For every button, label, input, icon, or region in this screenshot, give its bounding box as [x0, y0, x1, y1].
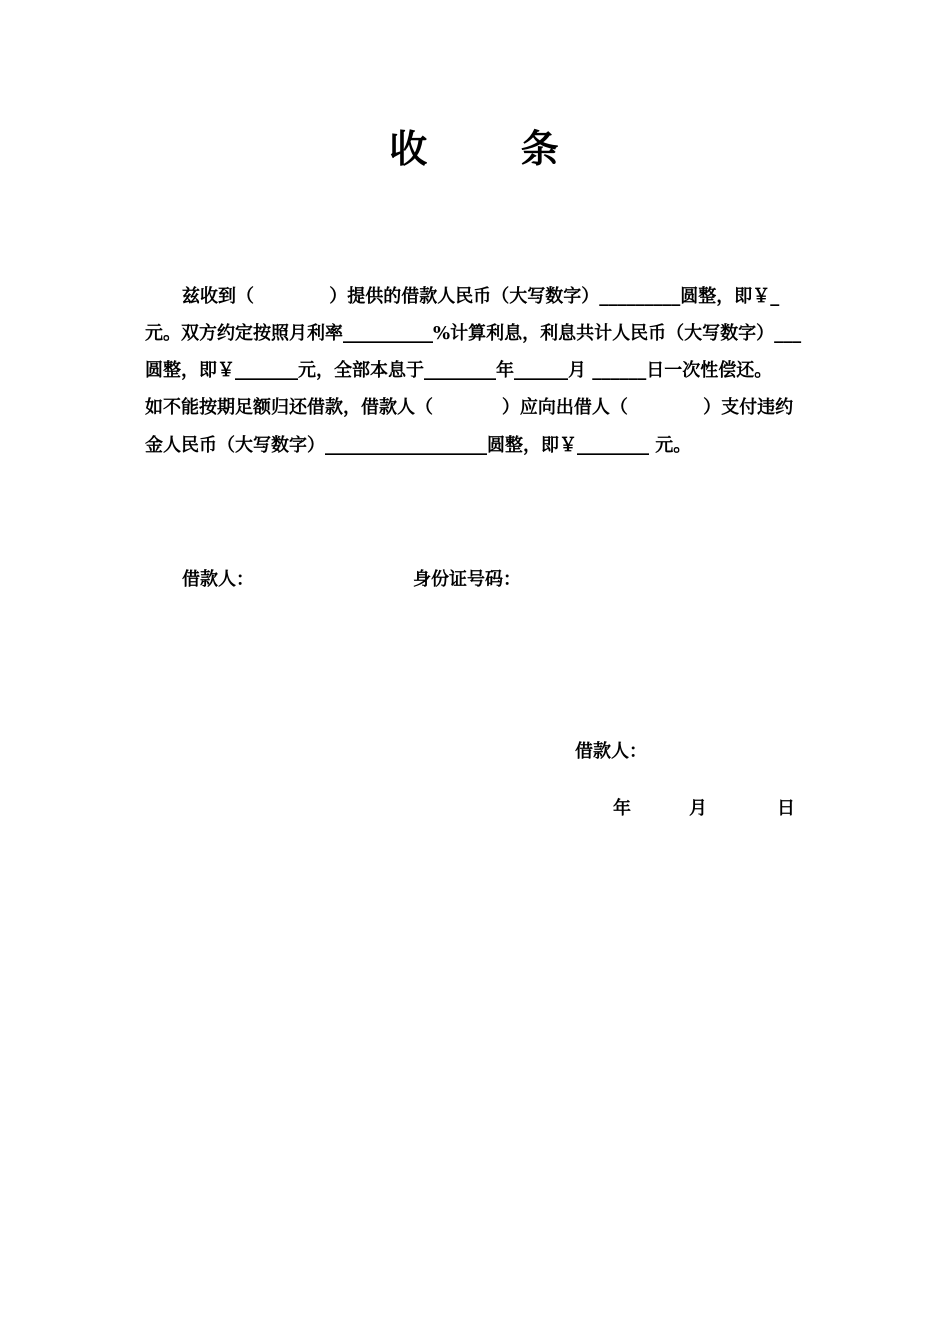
date-year-label: 年	[613, 798, 631, 819]
document-title: 收 条	[389, 126, 561, 171]
signature-borrower-label: 借款人：	[575, 741, 647, 762]
date-month-label: 月	[689, 798, 707, 819]
borrower-label: 借款人：	[182, 569, 254, 590]
body-line-2: 元。双方约定按照月利率__________%计算利息，利息共计人民币（大写数字）___	[145, 323, 802, 344]
body-line-4: 如不能按期足额归还借款，借款人（ ）应向出借人（ ）支付违约	[145, 397, 794, 418]
body-line-1: 兹收到（ ）提供的借款人民币（大写数字）_________圆整，即￥_	[182, 286, 780, 307]
body-line-3: 圆整，即￥_______元，全部本息于________年______月 ______日一次性偿还。	[145, 360, 773, 381]
date-day-label: 日	[777, 798, 795, 819]
body-line-5: 金人民币（大写数字）__________________圆整，即￥________ 元。	[145, 435, 692, 456]
id-number-label: 身份证号码：	[413, 569, 521, 590]
